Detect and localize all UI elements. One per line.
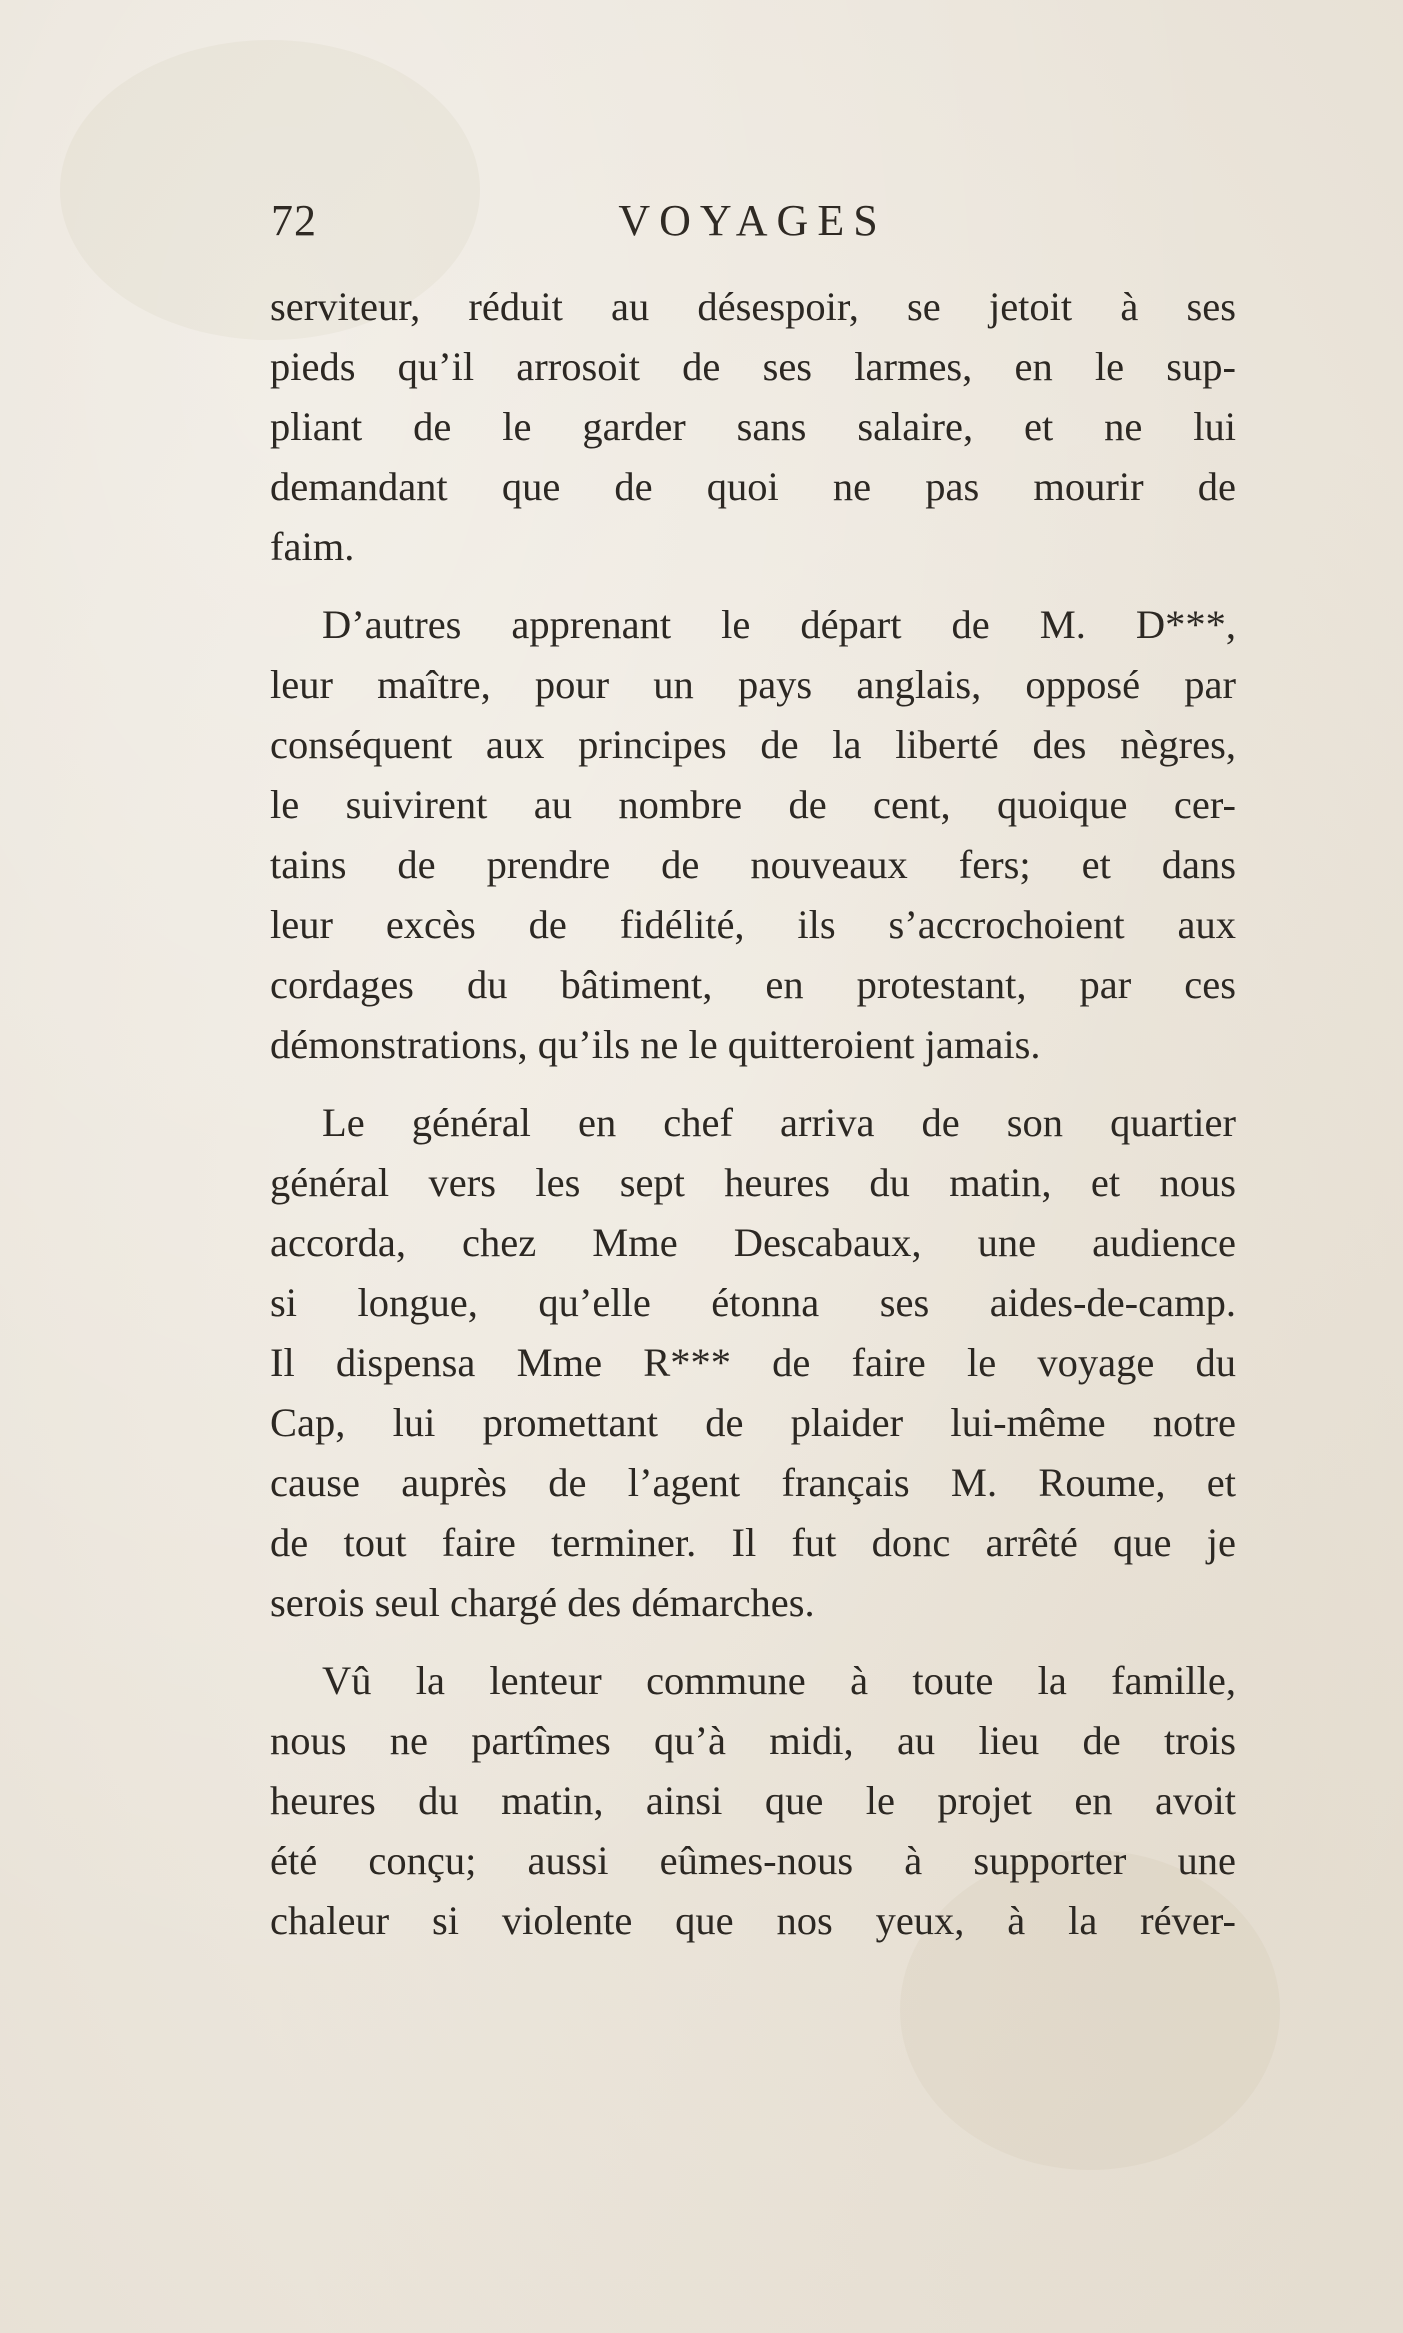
text-line: conséquent aux principes de la liberté des nègres, — [270, 722, 1236, 767]
text-line: si longue, qu’elle étonna ses aides-de-camp. — [270, 1280, 1236, 1325]
text-line: Il dispensa Mme R*** de faire le voyage du — [270, 1340, 1236, 1385]
text-line: tains de prendre de nouveaux fers; et dans — [270, 842, 1236, 887]
paragraph — [270, 277, 1236, 577]
text-line: de tout faire terminer. Il fut donc arrêté que je — [270, 1520, 1236, 1565]
text-line: heures du matin, ainsi que le projet en avoit — [270, 1778, 1236, 1823]
text-line: chaleur si violente que nos yeux, à la réver- — [270, 1898, 1236, 1943]
text-line: cause auprès de l’agent français M. Roume, et — [270, 1460, 1236, 1505]
paragraph — [270, 1093, 1236, 1633]
page-number: 72 — [271, 196, 317, 245]
text-line: pieds qu’il arrosoit de ses larmes, en le sup- — [270, 344, 1236, 389]
page-header — [265, 195, 1240, 255]
running-title: VOYAGES — [618, 196, 887, 245]
paragraph — [270, 595, 1236, 1075]
text-line: cordages du bâtiment, en protestant, par ces — [270, 962, 1236, 1007]
text-line: leur excès de fidélité, ils s’accrochoient aux — [270, 902, 1236, 947]
text-line: été conçu; aussi eûmes-nous à supporter une — [270, 1838, 1236, 1883]
text-line: Vû la lenteur commune à toute la famille, — [322, 1658, 1236, 1703]
text-line: nous ne partîmes qu’à midi, au lieu de trois — [270, 1718, 1236, 1763]
text-line: pliant de le garder sans salaire, et ne lui — [270, 404, 1236, 449]
text-line: serois seul chargé des démarches. — [270, 1580, 815, 1625]
text-line: le suivirent au nombre de cent, quoique cer- — [270, 782, 1236, 827]
text-line: général vers les sept heures du matin, et nous — [270, 1160, 1236, 1205]
text-line: leur maître, pour un pays anglais, opposé par — [270, 662, 1236, 707]
text-line: D’autres apprenant le départ de M. D***, — [322, 602, 1236, 647]
text-line: accorda, chez Mme Descabaux, une audience — [270, 1220, 1236, 1265]
body-text — [270, 277, 1236, 1951]
paragraph — [270, 1651, 1236, 1951]
text-line: démonstrations, qu’ils ne le quitteroient jamais. — [270, 1022, 1041, 1067]
text-line: Cap, lui promettant de plaider lui-même notre — [270, 1400, 1236, 1445]
text-line: faim. — [270, 524, 355, 569]
text-line: serviteur, réduit au désespoir, se jetoit à ses — [270, 284, 1236, 329]
text-line: Le général en chef arriva de son quartier — [322, 1100, 1236, 1145]
text-line: demandant que de quoi ne pas mourir de — [270, 464, 1236, 509]
